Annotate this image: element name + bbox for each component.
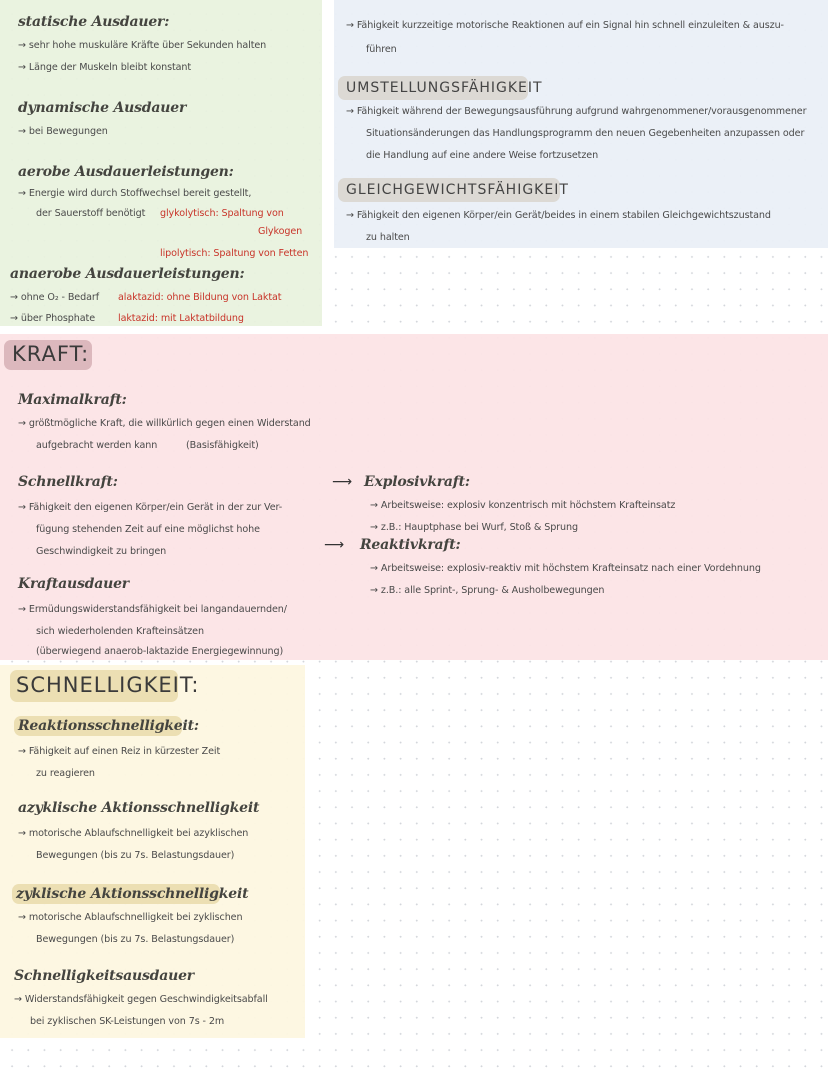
zyklische-heading: zyklische Aktionsschnelligkeit xyxy=(16,886,249,902)
reaktivkraft-line-1: → Arbeitsweise: explosiv-reaktiv mit höchstem Krafteinsatz nach einer Vordehnung xyxy=(370,563,761,574)
kraftausdauer-heading: Kraftausdauer xyxy=(18,576,129,592)
schnellkraft-line-1: → Fähigkeit den eigenen Körper/ein Gerät in der zur Ver- xyxy=(18,502,283,513)
reaktivkraft-arrow-icon: ⟶ xyxy=(324,537,345,553)
reaktionsschnelligkeit-line-2: zu reagieren xyxy=(36,768,95,779)
azyklische-line-2: Bewegungen (bis zu 7s. Belastungsdauer) xyxy=(36,850,235,861)
kraftausdauer-line-1: → Ermüdungswiderstandsfähigkeit bei langandauernden/ xyxy=(18,604,287,615)
statische-ausdauer-line-2: → Länge der Muskeln bleibt konstant xyxy=(18,62,192,73)
maximalkraft-basis: (Basisfähigkeit) xyxy=(186,440,259,451)
gleichgewicht-line-2: zu halten xyxy=(366,232,410,243)
reaktionsfaehigkeit-line-2: führen xyxy=(366,44,397,55)
maximalkraft-line-2: aufgebracht werden kann xyxy=(36,440,158,451)
glykogen-text: Glykogen xyxy=(258,226,303,237)
zyklische-line-1: → motorische Ablaufschnelligkeit bei zyklischen xyxy=(18,912,243,923)
umstellung-line-3: die Handlung auf eine andere Weise fortzusetzen xyxy=(366,150,599,161)
aerobe-line-1: → Energie wird durch Stoffwechsel bereit gestellt, xyxy=(18,188,252,199)
lipolytisch-text: lipolytisch: Spaltung von Fetten xyxy=(160,248,309,259)
maximalkraft-line-1: → größtmögliche Kraft, die willkürlich gegen einen Widerstand xyxy=(18,418,311,429)
maximalkraft-heading: Maximalkraft: xyxy=(18,392,127,408)
schnelligkeitsausdauer-line-1: → Widerstandsfähigkeit gegen Geschwindigkeitsabfall xyxy=(14,994,268,1005)
explosivkraft-line-2: → z.B.: Hauptphase bei Wurf, Stoß & Sprung xyxy=(370,522,578,533)
schnelligkeitsausdauer-heading: Schnelligkeitsausdauer xyxy=(14,968,194,984)
umstellung-line-2: Situationsänderungen das Handlungsprogramm den neuen Gegebenheiten anzupassen oder xyxy=(366,128,805,139)
explosivkraft-line-1: → Arbeitsweise: explosiv konzentrisch mit höchstem Krafteinsatz xyxy=(370,500,676,511)
gleichgewicht-line-1: → Fähigkeit den eigenen Körper/ein Gerät/beides in einem stabilen Gleichgewichtszustand xyxy=(346,210,771,221)
reaktivkraft-heading: Reaktivkraft: xyxy=(360,537,461,553)
laktazid-text: laktazid: mit Laktatbildung xyxy=(118,313,244,324)
reaktionsschnelligkeit-heading: Reaktionsschnelligkeit: xyxy=(18,718,199,734)
umstellung-line-1: → Fähigkeit während der Bewegungsausführung aufgrund wahrgenommener/vorausgenommener xyxy=(346,106,807,117)
schnelligkeitsausdauer-line-2: bei zyklischen SK-Leistungen von 7s - 2m xyxy=(30,1016,225,1027)
zyklische-line-2: Bewegungen (bis zu 7s. Belastungsdauer) xyxy=(36,934,235,945)
azyklische-line-1: → motorische Ablaufschnelligkeit bei azyklischen xyxy=(18,828,249,839)
schnellkraft-line-3: Geschwindigkeit zu bringen xyxy=(36,546,167,557)
azyklische-heading: azyklische Aktionsschnelligkeit xyxy=(18,800,260,816)
alaktazid-text: alaktazid: ohne Bildung von Laktat xyxy=(118,292,282,303)
explosivkraft-heading: Explosivkraft: xyxy=(364,474,470,490)
aerobe-line-2: der Sauerstoff benötigt xyxy=(36,208,146,219)
schnellkraft-line-2: fügung stehenden Zeit auf eine möglichst hohe xyxy=(36,524,260,535)
glykolytisch-text: glykolytisch: Spaltung von xyxy=(160,208,284,219)
reaktionsfaehigkeit-line-1: → Fähigkeit kurzzeitige motorische Reaktionen auf ein Signal hin schnell einzuleiten & auszu- xyxy=(346,20,784,31)
kraftausdauer-line-2: sich wiederholenden Krafteinsätzen xyxy=(36,626,204,637)
reaktivkraft-line-2: → z.B.: alle Sprint-, Sprung- & Ausholbewegungen xyxy=(370,585,605,596)
statische-ausdauer-heading: statische Ausdauer: xyxy=(18,14,170,30)
umstellungsfaehigkeit-heading: UMSTELLUNGSFÄHIGKEIT xyxy=(346,80,543,96)
anaerobe-ausdauer-heading: anaerobe Ausdauerleistungen: xyxy=(10,266,245,282)
gleichgewichtsfaehigkeit-heading: GLEICHGEWICHTSFÄHIGKEIT xyxy=(346,182,569,198)
kraftausdauer-line-3: (überwiegend anaerob-laktazide Energiegewinnung) xyxy=(36,646,284,657)
anaerobe-line-2: → über Phosphate xyxy=(10,313,96,324)
aerobe-ausdauer-heading: aerobe Ausdauerleistungen: xyxy=(18,164,234,180)
anaerobe-line-1: → ohne O₂ - Bedarf xyxy=(10,292,100,303)
statische-ausdauer-line-1: → sehr hohe muskuläre Kräfte über Sekunden halten xyxy=(18,40,267,51)
schnellkraft-heading: Schnellkraft: xyxy=(18,474,118,490)
kraft-title: KRAFT: xyxy=(12,342,90,366)
reaktionsschnelligkeit-line-1: → Fähigkeit auf einen Reiz in kürzester Zeit xyxy=(18,746,221,757)
schnelligkeit-title: SCHNELLIGKEIT: xyxy=(16,673,200,697)
dynamische-ausdauer-heading: dynamische Ausdauer xyxy=(18,100,187,116)
dynamische-ausdauer-line-1: → bei Bewegungen xyxy=(18,126,108,137)
explosivkraft-arrow-icon: ⟶ xyxy=(332,474,353,490)
